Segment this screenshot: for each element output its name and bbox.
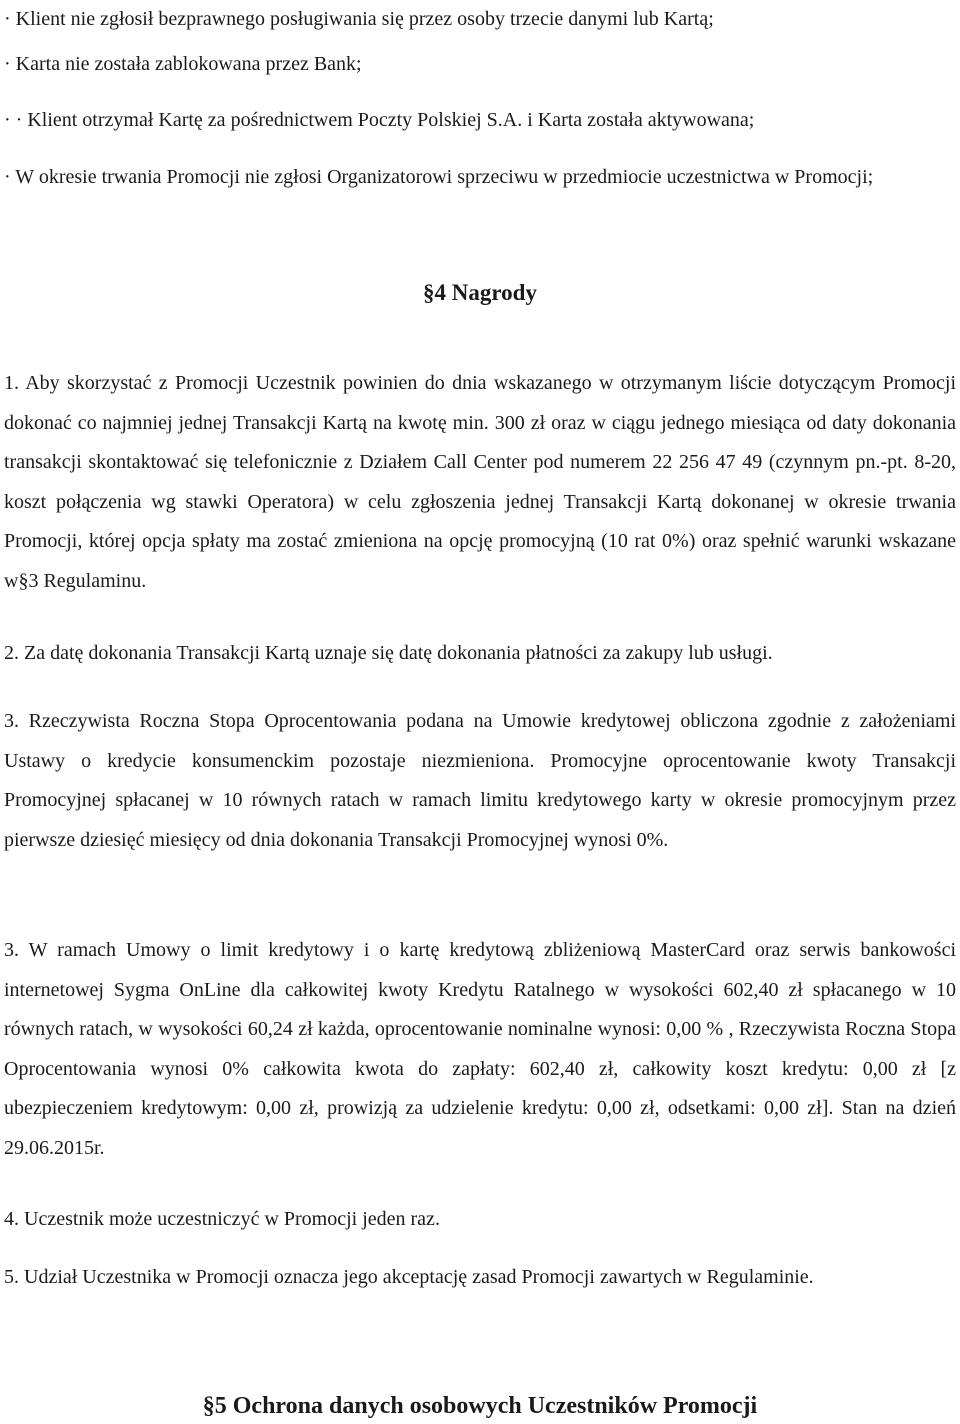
section-4-paragraph-3: 3. Rzeczywista Roczna Stopa Oprocentowania podana na Umowie kredytowej obliczona zgodnie z założeniami Ustawy o kredycie konsumenckim pozostaje niezmieniona. Promocyjne oprocentowanie kwoty Transakcji Promocyjnej spłacanej w 10 równych ratach w ramach limitu kredytowego karty w okresie promocyjnym przez pierwsze dziesięć miesięcy od dnia dokonania Transakcji Promocyjnej wynosi 0%. bbox=[4, 710, 956, 851]
section-4-paragraph-2: 2. Za datę dokonania Transakcji Kartą uznaje się datę dokonania płatności za zakupy lub usługi. bbox=[4, 642, 773, 664]
condition-bullet-card-misuse: · Klient nie zgłosił bezprawnego posługiwania się przez osoby trzecie danymi lub Kartą; bbox=[4, 8, 714, 30]
condition-bullet-card-not-blocked: · Karta nie została zablokowana przez Bank; bbox=[4, 53, 362, 75]
section-5-heading: §5 Ochrona danych osobowych Uczestników Promocji bbox=[202, 1393, 758, 1419]
condition-bullet-card-received: · · Klient otrzymał Kartę za pośrednictwem Poczty Polskiej S.A. i Karta została aktywowana; bbox=[4, 109, 755, 131]
section-4-paragraph-3b: 3. W ramach Umowy o limit kredytowy i o kartę kredytową zbliżeniową MasterCard oraz serwis bankowości internetowej Sygma OnLine dla całkowitej kwoty Kredytu Ratalnego w wysokości 602,40 zł spłacanego w 10 równych ratach, w wysokości 60,24 zł każda, oprocentowanie nominalne wynosi: 0,00 % , Rzeczywista Roczna Stopa Oprocentowania wynosi 0% całkowita kwota do zapłaty: 602,40 zł, całkowity koszt kredytu: 0,00 zł [z ubezpieczeniem kredytowym: 0,00 zł, prowizją za udzielenie kredytu: 0,00 zł, odsetkami: 0,00 zł]. Stan na dzień 29.06.2015r. bbox=[4, 939, 956, 1159]
condition-bullet-no-objection: · W okresie trwania Promocji nie zgłosi Organizatorowi sprzeciwu w przedmiocie uczestnictwa w Promocji; bbox=[4, 166, 874, 188]
section-4-heading: §4 Nagrody bbox=[423, 280, 537, 305]
section-4-paragraph-5: 5. Udział Uczestnika w Promocji oznacza jego akceptację zasad Promocji zawartych w Regulaminie. bbox=[4, 1266, 814, 1288]
section-4-paragraph-4: 4. Uczestnik może uczestniczyć w Promocji jeden raz. bbox=[4, 1208, 440, 1230]
section-4-paragraph-1: 1. Aby skorzystać z Promocji Uczestnik powinien do dnia wskazanego w otrzymanym liście dotyczącym Promocji dokonać co najmniej jednej Transakcji Kartą na kwotę min. 300 zł oraz w ciągu jednego miesiąca od daty dokonania transakcji skontaktować się telefonicznie z Działem Call Center pod numerem 22 256 47 49 (czynnym pn.-pt. 8-20, koszt połączenia wg stawki Operatora) w celu zgłoszenia jednej Transakcji Kartą dokonanej w okresie trwania Promocji, której opcja spłaty ma zostać zmieniona na opcję promocyjną (10 rat 0%) oraz spełnić warunki wskazane w§3 Regulaminu. bbox=[4, 372, 956, 592]
